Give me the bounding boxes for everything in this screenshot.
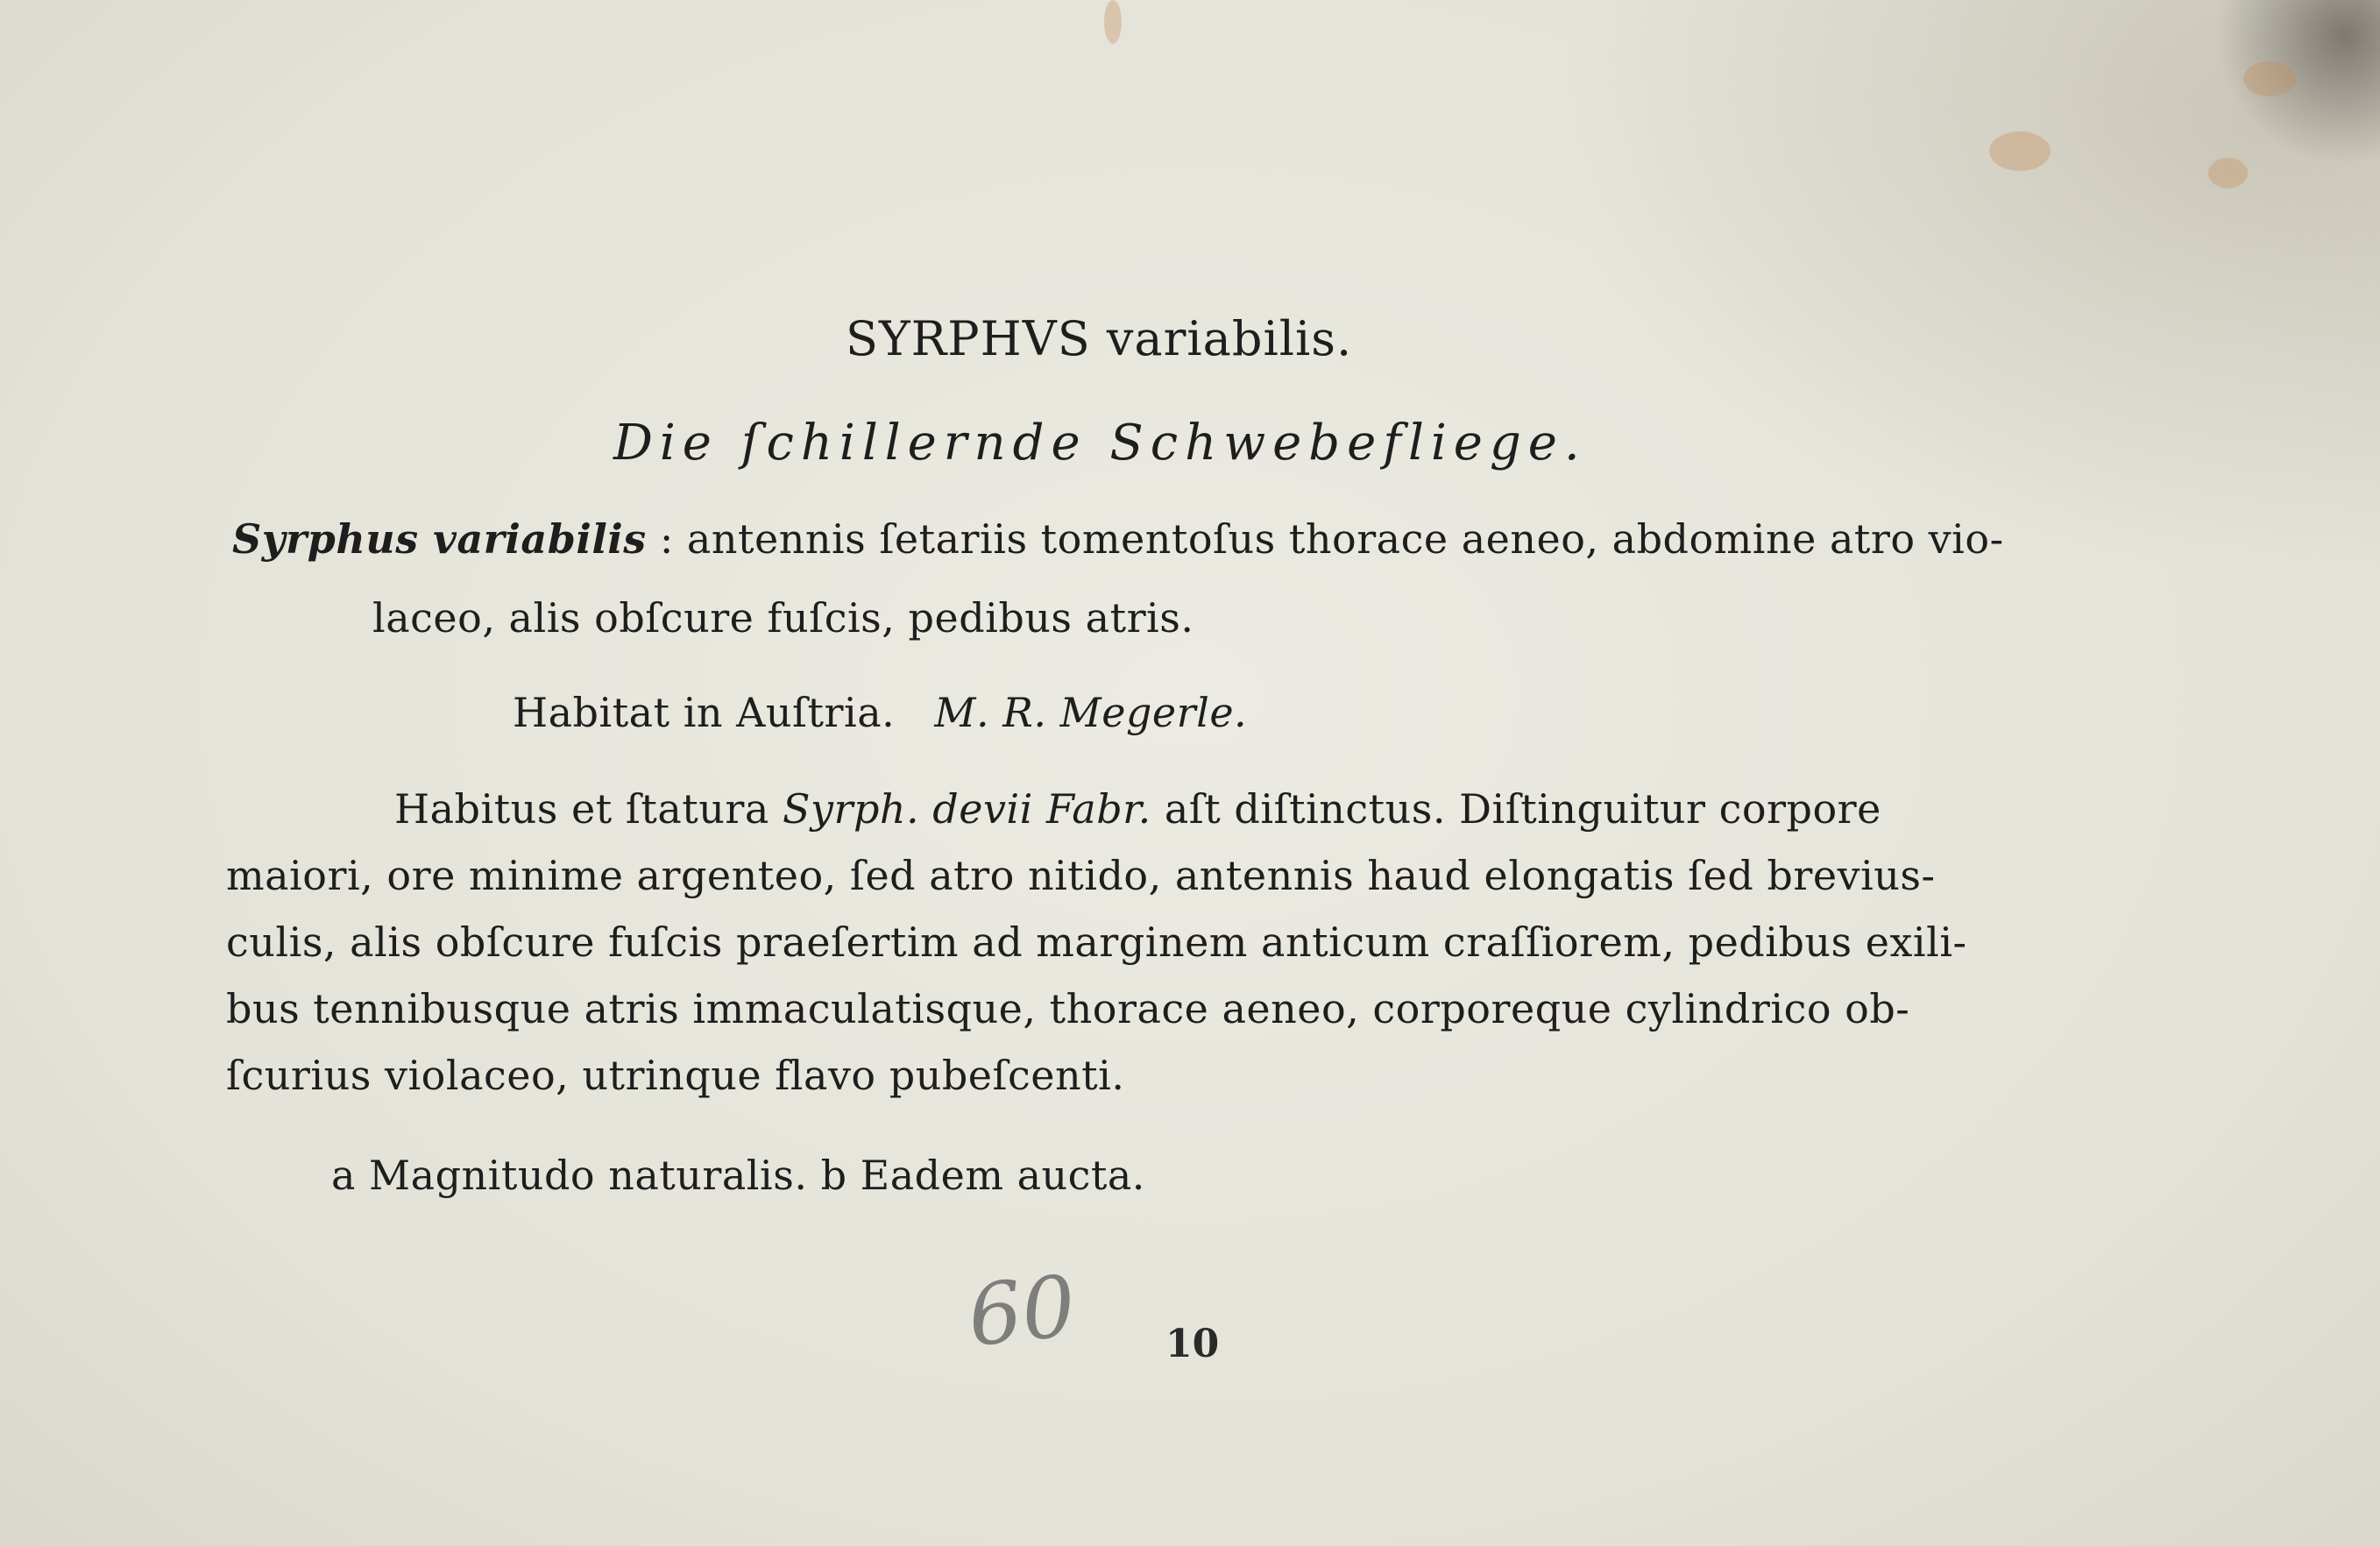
- foxing-stain: [2208, 158, 2248, 188]
- page-number: 10: [1165, 1322, 1220, 1366]
- description-line-4: bus tennibusque atris immaculatisque, thorace aeneo, corporeque cylindrico ob-: [226, 985, 1910, 1032]
- habitat-collector: M. R. Megerle.: [934, 689, 1248, 736]
- diagnosis-line-1: [232, 515, 2004, 563]
- diagnosis-line-2: laceo, alis obſcure fuſcis, pedibus atris.: [372, 594, 1194, 642]
- description-line-5: ſcurius violaceo, utrinque flavo pubeſcenti.: [226, 1052, 1125, 1099]
- diagnosis-species-name: Syrphus variabilis: [232, 515, 647, 563]
- description-prefix: Habitus et ſtatura: [394, 785, 769, 833]
- page-title: [846, 311, 1353, 366]
- page-subtitle: Die ſchillernde Schwebefliege.: [613, 415, 1587, 472]
- foxing-stain: [2243, 61, 2296, 96]
- description-line-2: maiori, ore minime argenteo, ſed atro nitido, antennis haud elongatis ſed brevius-: [226, 852, 1936, 899]
- description-line-3: culis, alis obſcure fuſcis praeſertim ad marginem anticum craſſiorem, pedibus exili-: [226, 918, 1967, 966]
- description-suffix: aſt diſtinctus. Diſtinguitur corpore: [1164, 785, 1881, 833]
- foxing-stain: [1104, 0, 1122, 44]
- handwritten-pencil-note: 60: [963, 1256, 1080, 1366]
- description-reference: Syrph. devii Fabr.: [782, 785, 1151, 833]
- page-corner-shadow: [2205, 0, 2380, 175]
- title-species: variabilis.: [1106, 311, 1353, 366]
- description-line-1: [394, 785, 1881, 833]
- diagnosis-text-1: : antennis ſetariis tomentoſus thorace aeneo, abdomine atro vio-: [659, 515, 2004, 563]
- habitat-text: Habitat in Auſtria.: [513, 689, 896, 736]
- figure-caption: a Magnitudo naturalis. b Eadem aucta.: [331, 1152, 1145, 1199]
- habitat-line: [513, 689, 1248, 736]
- title-genus: SYRPHVS: [846, 311, 1091, 366]
- foxing-stain: [1989, 131, 2051, 171]
